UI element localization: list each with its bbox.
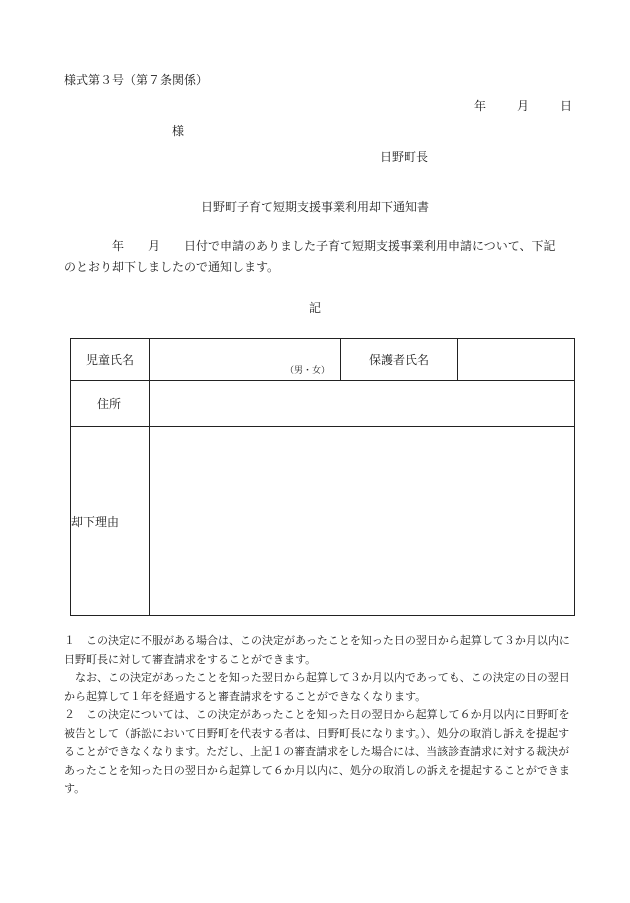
row-address: [71, 381, 575, 427]
note-1: １ この決定に不服がある場合は、この決定があったことを知った日の翌日から起算して３か月以内に日野町長に対して審査請求をすることができます。: [64, 634, 570, 666]
address-label: 住所: [71, 381, 150, 427]
address-field[interactable]: [150, 381, 575, 427]
child-name-label: 児童氏名: [71, 339, 150, 381]
note-1-supplement: なお、この決定があったことを知った翌日から起算して３か月以内であっても、この決定の日の翌日から起算して１年を経過すると審査請求をすることができなくなります。: [64, 671, 570, 703]
note-2: ２ この決定については、この決定があったことを知った日の翌日から起算して６か月以内に日野町を被告として（訴訟において日野町を代表する者は、日野町長になります。）、処分の取消し訴えを提起することができなくなります。ただし、上記１の審査請求をした場合には、当該診査請求に対する裁決があったことを知った日の翌日から起算して６か月以内に、処分の取消しの訴えを提起することができます。: [64, 708, 570, 795]
body-month: 月: [148, 239, 161, 253]
ki-heading: 記: [308, 301, 321, 315]
application-table: [70, 338, 575, 616]
body-year: 年: [112, 239, 125, 253]
sex-label: （男・女）: [284, 366, 330, 376]
recipient-honorific: 様: [172, 124, 185, 138]
date-line: [474, 98, 572, 114]
date-month: 月: [517, 99, 530, 113]
guardian-name-label: 保護者氏名: [341, 339, 458, 381]
reason-label: 却下理由: [71, 427, 150, 616]
form-number: 様式第３号（第７条関係）: [64, 73, 209, 87]
row-names: [71, 339, 575, 381]
guardian-name-field[interactable]: [458, 339, 575, 381]
reason-field[interactable]: [150, 427, 575, 616]
body-paragraph: [64, 236, 584, 278]
document-title: 日野町子育て短期支援事業利用却下通知書: [200, 200, 429, 214]
notes-section: [64, 632, 579, 799]
date-day: 日: [560, 99, 573, 113]
date-year: 年: [474, 99, 487, 113]
body-line-1: 年 月 日付で申請のありました子育て短期支援事業利用申請について、下記: [112, 239, 556, 253]
sender-name: 日野町長: [380, 150, 429, 164]
row-reason: [71, 427, 575, 616]
child-name-field[interactable]: [150, 339, 341, 381]
body-line-2: のとおり却下しましたので通知します。: [64, 260, 280, 274]
